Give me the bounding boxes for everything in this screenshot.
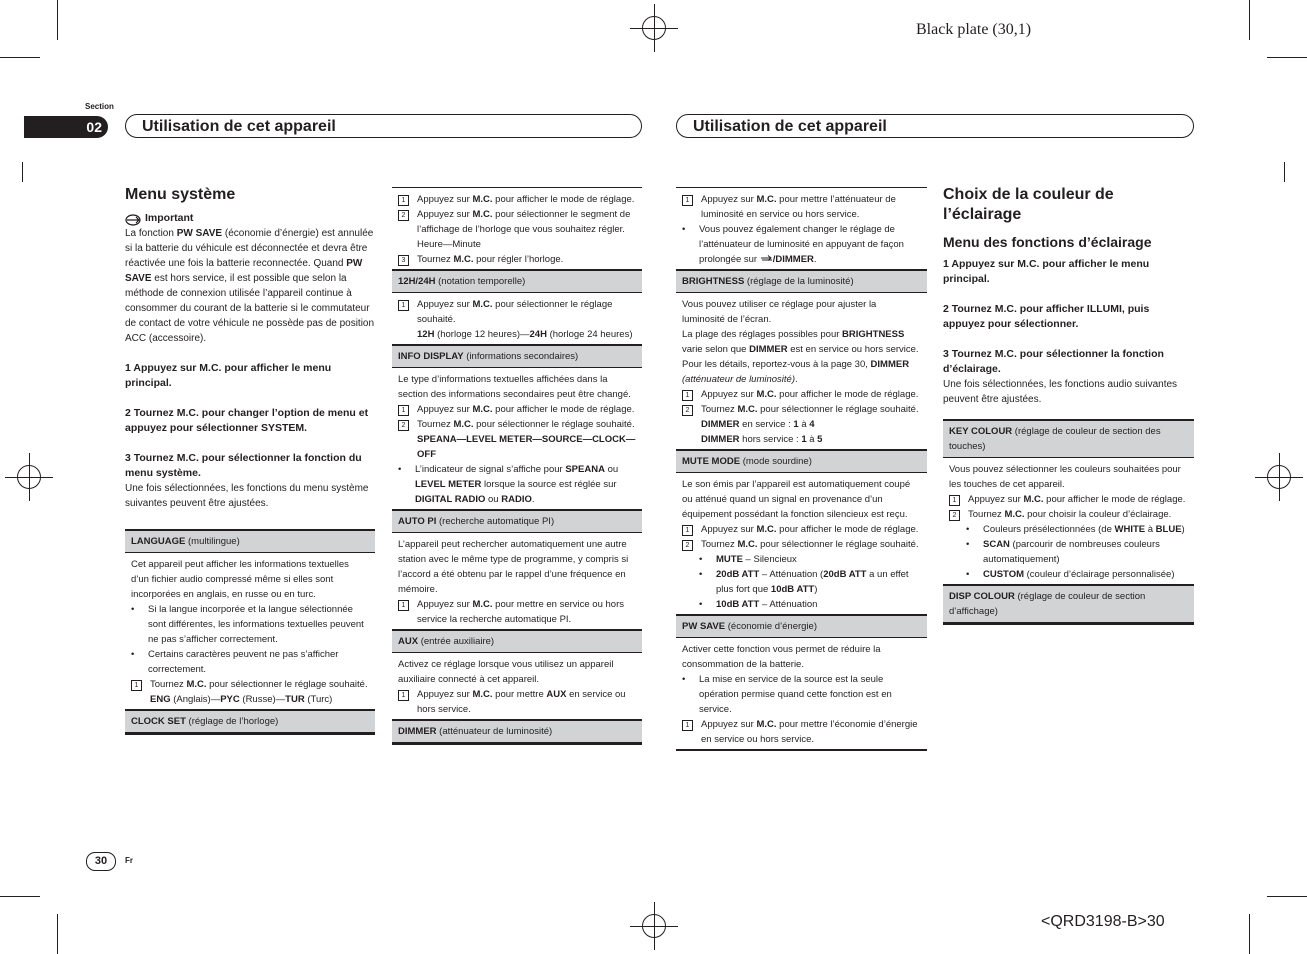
text: pour afficher le mode de réglage.	[776, 389, 919, 400]
text: – Silencieux	[742, 554, 797, 565]
text: Appuyez sur	[417, 689, 473, 700]
text: (Anglais)—	[170, 694, 221, 705]
text: Tournez	[417, 254, 454, 265]
important-label: Important	[145, 212, 194, 224]
text: M.C.	[472, 404, 493, 415]
text: ou	[485, 494, 502, 505]
crop-mark	[0, 896, 40, 897]
table-body-12h-24h	[392, 293, 642, 344]
crop-mark	[1284, 162, 1285, 182]
brightness-intro: Vous pouvez utiliser ce réglage pour ajuster la luminosité de l’écran.	[682, 299, 877, 325]
list-item: 1 Appuyez sur M.C. pour mettre l’économie d’énergie en service ou hors service.	[682, 717, 921, 747]
settings-table-continued-2	[676, 187, 927, 751]
text: pour mettre en service ou hors service la recherche automatique PI.	[417, 599, 624, 625]
text: pour afficher le mode de réglage.	[492, 404, 635, 415]
text: (parcourir de nombreuses couleurs automatiquement)	[983, 539, 1160, 565]
table-body-brightness	[676, 293, 927, 449]
text: M.C.	[472, 209, 493, 220]
text: 10dB ATT	[716, 599, 760, 610]
text: SPEANA—LEVEL METER—SOURCE—CLOCK—OFF	[417, 434, 636, 460]
text: pour mettre	[492, 689, 547, 700]
registration-mark-icon	[17, 465, 41, 489]
mute-intro: Le son émis par l’appareil est automatiquement coupé ou atténué quand un signal en provenance d’un équipement possédant la fonction silencieux est reçu.	[682, 479, 911, 520]
text: varie selon que	[682, 344, 750, 355]
table-body-language	[125, 553, 375, 709]
text: M.C.	[1023, 494, 1044, 505]
text: – Atténuation	[759, 599, 818, 610]
text: Appuyez sur	[701, 194, 757, 205]
text: )	[814, 584, 818, 595]
text: (horloge 12 heures)—	[434, 329, 530, 340]
table-head-aux	[392, 629, 642, 653]
text: ou	[604, 464, 619, 475]
heading-menu-systeme: Menu système	[125, 186, 236, 203]
table-body-key-colour	[943, 458, 1194, 584]
step-2: 2 Tournez M.C. pour changer l’option de menu et appuyez pour sélectionner SYSTEM.	[125, 407, 369, 434]
list-item: • L’indicateur de signal s’affiche pour SPEANA ou LEVEL METER lorsque la source est réglée sur DIGITAL RADIO ou RADIO.	[398, 464, 619, 505]
list-item: • CUSTOM (couleur d’éclairage personnalisée)	[966, 569, 1175, 580]
list-item: • La mise en service de la source est la seule opération permise quand cette fonction est en service.	[682, 672, 921, 717]
text: (informations secondaires)	[463, 351, 579, 362]
text: SPEANA	[565, 464, 605, 475]
text: CUSTOM	[983, 569, 1024, 580]
text: DIMMER	[398, 726, 437, 737]
text: pour sélectionner le réglage souhaité.	[206, 679, 368, 690]
text: 20dB ATT	[823, 569, 867, 580]
text: M.C.	[756, 194, 777, 205]
table-head-disp-colour	[943, 584, 1194, 623]
list-item: 1 Appuyez sur M.C. pour mettre l’atténuateur de luminosité en service ou hors service.	[682, 192, 921, 222]
text: DIMMER	[870, 359, 910, 370]
crop-mark	[1267, 57, 1307, 58]
section-header-right: Utilisation de cet appareil	[676, 114, 1194, 138]
crop-mark	[1249, 914, 1250, 954]
list-item: • SCAN (parcourir de nombreuses couleurs automatiquement)	[966, 539, 1160, 565]
table-head-mute-mode	[676, 449, 927, 473]
text: (atténuateur de luminosité)	[436, 726, 553, 737]
text: /DIMMER	[772, 254, 814, 265]
text: MUTE MODE	[682, 456, 741, 467]
text: pour sélectionner le réglage souhaité.	[757, 404, 919, 415]
text: AUX	[398, 636, 419, 647]
crop-mark	[57, 0, 58, 40]
text: CLOCK SET	[131, 716, 186, 727]
table-body-auto-pi	[392, 533, 642, 629]
text: (mode sourdine)	[740, 456, 812, 467]
text: Appuyez sur	[701, 389, 757, 400]
text: Tournez	[701, 539, 738, 550]
step-3: 3 Tournez M.C. pour sélectionner la fonction d’éclairage.	[943, 348, 1164, 375]
list-item: 1 Appuyez sur M.C. pour afficher le mode de réglage.	[398, 192, 636, 207]
text: DIMMER	[701, 419, 740, 430]
table-head-language	[125, 529, 375, 553]
info-intro: Le type d’informations textuelles affichées dans la section des informations secondaires peut être changé.	[398, 374, 631, 400]
table-body-aux	[392, 653, 642, 719]
text: L’indicateur de signal s’affiche pour	[415, 464, 566, 475]
text: PW SAVE	[176, 228, 223, 239]
important-note-header	[125, 211, 375, 226]
text: 5	[817, 434, 823, 445]
text: .	[795, 374, 798, 385]
text: BRIGHTNESS	[842, 329, 905, 340]
list-item: 2 Tournez M.C. pour sélectionner le réglage souhaité.	[682, 537, 921, 552]
text: M.C.	[453, 419, 474, 430]
text: .	[813, 254, 817, 265]
text: TUR	[285, 694, 305, 705]
text: RADIO	[501, 494, 532, 505]
list-item: 2 Tournez M.C. pour sélectionner le réglage souhaité. SPEANA—LEVEL METER—SOURCE—CLOCK—OFF	[398, 417, 636, 462]
text: M.C.	[756, 719, 777, 730]
crop-mark	[57, 914, 58, 954]
text: LEVEL METER	[415, 479, 482, 490]
auto-pi-intro: L’appareil peut rechercher automatiquement une autre station avec le même type de programme, y compris si l’accord a été obtenu par le rappel d’une fréquence en mémoire.	[398, 539, 629, 595]
text: Heure—Minute	[417, 239, 481, 250]
crop-mark	[1249, 0, 1250, 40]
text: pour mettre l’économie d’énergie en service ou hors service.	[701, 719, 918, 745]
text: (économie d’énergie)	[725, 621, 817, 632]
crop-mark	[1267, 896, 1307, 897]
registration-mark-icon	[1267, 465, 1291, 489]
text: (réglage de l’horloge)	[185, 716, 279, 727]
text: (Turc)	[304, 694, 333, 705]
column-1	[125, 185, 375, 735]
list-item: 3 Tournez M.C. pour régler l’horloge.	[398, 252, 636, 267]
text: Appuyez sur	[701, 524, 757, 535]
text: pour sélectionner le réglage souhaité.	[473, 419, 635, 430]
aux-intro: Activez ce réglage lorsque vous utilisez un appareil auxiliaire connecté à cet appareil.	[398, 659, 614, 685]
text: La mise en service de la source est la seule opération permise quand cette fonction est en service.	[699, 674, 892, 715]
list-item: 2 Tournez M.C. pour sélectionner le réglage souhaité. DIMMER en service : 1 à 4 DIMMER hors service : 1 à 5	[682, 402, 921, 447]
list-item: 1 Tournez M.C. pour sélectionner le réglage souhaité. ENG (Anglais)—PYC (Russe)—TUR (Turc)	[131, 677, 369, 707]
list-item: • 20dB ATT – Atténuation (20dB ATT a un effet plus fort que 10dB ATT)	[699, 569, 909, 595]
table-head-key-colour	[943, 419, 1194, 458]
table-body-dimmer	[676, 188, 927, 269]
list-item: 1 Appuyez sur M.C. pour mettre en service ou hors service la recherche automatique PI.	[398, 597, 636, 627]
text: Tournez	[150, 679, 187, 690]
text: DIMMER	[749, 344, 788, 355]
text: (couleur d’éclairage personnalisée)	[1024, 569, 1175, 580]
text: WHITE	[1114, 524, 1146, 535]
text: 12H/24H	[398, 276, 436, 287]
text: 10dB ATT	[770, 584, 815, 595]
text: à	[806, 434, 818, 445]
table-head-clock-set	[125, 709, 375, 733]
text: BRIGHTNESS	[682, 276, 745, 287]
text: PYC	[220, 694, 240, 705]
table-head-auto-pi	[392, 509, 642, 533]
text: pour afficher le mode de réglage.	[1043, 494, 1186, 505]
crop-mark	[0, 57, 40, 58]
text: pour sélectionner le réglage souhaité.	[757, 539, 919, 550]
text: BLUE	[1155, 524, 1182, 535]
text: en service :	[739, 419, 794, 430]
text: AUX	[546, 689, 567, 700]
text: en service ou hors service.	[417, 689, 626, 715]
list-item: • Couleurs présélectionnées (de WHITE à BLUE)	[966, 524, 1185, 535]
text: M.C.	[472, 194, 493, 205]
text: 4	[809, 419, 815, 430]
text: pour choisir la couleur d’éclairage.	[1024, 509, 1172, 520]
text: (économie d’énergie) est annulée si la batterie du véhicule est déconnectée et devra être réactivée une fois la batterie reconnectée. Quand	[125, 228, 374, 269]
text: a un effet plus fort que	[716, 569, 909, 595]
text: AUTO PI	[398, 516, 437, 527]
text: M.C.	[1004, 509, 1025, 520]
step-1: 1 Appuyez sur M.C. pour afficher le menu principal.	[125, 362, 332, 389]
text: M.C.	[737, 404, 758, 415]
text: La plage des réglages possibles pour	[682, 329, 843, 340]
text: (recherche automatique PI)	[436, 516, 555, 527]
text: hors service :	[739, 434, 802, 445]
text: Certains caractères peuvent ne pas s’afficher correctement.	[148, 649, 339, 675]
list-item: 1 Appuyez sur M.C. pour mettre AUX en service ou hors service.	[398, 687, 636, 717]
important-icon	[125, 214, 139, 224]
text: à	[798, 419, 810, 430]
text: pour afficher le mode de réglage.	[776, 524, 919, 535]
table-head-brightness	[676, 269, 927, 293]
column-3	[676, 187, 927, 751]
text: Vous pouvez également changer le réglage de l’atténuateur de luminosité en appuyant de façon prolongée sur	[699, 224, 904, 265]
text: M.C.	[453, 254, 474, 265]
text: M.C.	[186, 679, 207, 690]
table-head-12h-24h	[392, 269, 642, 293]
settings-table-language	[125, 529, 375, 735]
text: INFO DISPLAY	[398, 351, 464, 362]
text: DIGITAL RADIO	[415, 494, 486, 505]
text: .	[531, 494, 535, 505]
section-number-tab	[24, 116, 108, 138]
list-item: • MUTE – Silencieux	[699, 554, 797, 565]
text: à	[1145, 524, 1156, 535]
text: 20dB ATT	[716, 569, 760, 580]
list-item: • Si la langue incorporée et la langue sélectionnée sont différentes, les informations textuelles peuvent ne pas s’afficher correctement.	[131, 602, 369, 647]
text: 24H	[529, 329, 547, 340]
source-button-icon	[760, 254, 773, 265]
text: M.C.	[472, 689, 493, 700]
section-label: Section	[85, 102, 114, 111]
text: PW SAVE	[682, 621, 726, 632]
text: (atténuateur de luminosité)	[682, 374, 796, 385]
text: DIMMER	[701, 434, 740, 445]
column-2	[392, 187, 642, 745]
list-item: • Vous pouvez également changer le réglage de l’atténuateur de luminosité en appuyant de façon prolongée sur /DIMMER.	[682, 224, 904, 265]
text: Tournez	[701, 404, 738, 415]
text: (multilingue)	[185, 536, 240, 547]
text: M.C.	[472, 599, 493, 610]
brightness-range-text	[682, 327, 921, 387]
text: Couleurs présélectionnées (de	[983, 524, 1115, 535]
table-body-mute-mode	[676, 473, 927, 614]
text: 12H	[417, 329, 435, 340]
list-item: 1 Appuyez sur M.C. pour afficher le mode de réglage.	[398, 402, 636, 417]
text: )	[1181, 524, 1185, 535]
text: Tournez	[417, 419, 454, 430]
table-body-clock	[392, 188, 642, 269]
table-head-pw-save	[676, 614, 927, 638]
text: (réglage de couleur de section d’affichage)	[949, 591, 1146, 617]
table-head-dimmer	[392, 719, 642, 743]
text: M.C.	[756, 524, 777, 535]
settings-table-illumi	[943, 419, 1194, 625]
text: SCAN	[983, 539, 1010, 550]
text: pour régler l’horloge.	[473, 254, 564, 265]
text: KEY COLOUR	[949, 426, 1013, 437]
text: Appuyez sur	[417, 194, 473, 205]
text: MUTE	[716, 554, 743, 565]
text: – Atténuation (	[759, 569, 824, 580]
list-item: • Certains caractères peuvent ne pas s’afficher correctement.	[131, 647, 369, 677]
important-text	[125, 226, 375, 346]
text: M.C.	[472, 299, 493, 310]
page-number: 30	[86, 852, 116, 871]
text: pour mettre l’atténuateur de luminosité en service ou hors service.	[701, 194, 896, 220]
text: pour afficher le mode de réglage.	[492, 194, 635, 205]
language-code: Fr	[125, 856, 133, 865]
text: pour sélectionner le réglage souhaité.	[417, 299, 613, 325]
text: (entrée auxiliaire)	[418, 636, 495, 647]
step-1: 1 Appuyez sur M.C. pour afficher le menu principal.	[943, 258, 1150, 285]
list-item: 1 Appuyez sur M.C. pour afficher le mode de réglage.	[949, 492, 1188, 507]
registration-mark-icon	[642, 914, 666, 938]
text: LANGUAGE	[131, 536, 186, 547]
text: Appuyez sur	[417, 599, 473, 610]
text: (horloge 24 heures)	[546, 329, 633, 340]
text: (réglage de couleur de section des touches)	[949, 426, 1161, 452]
table-body-pw-save	[676, 638, 927, 749]
list-item: 2 Appuyez sur M.C. pour sélectionner le segment de l’affichage de l’horloge que vous souhaitez régler. Heure—Minute	[398, 207, 636, 252]
step-3-text: Une fois sélectionnées, les fonctions audio suivantes peuvent être ajustées.	[943, 379, 1178, 405]
section-number: 02	[86, 119, 102, 135]
list-item: 1 Appuyez sur M.C. pour afficher le mode de réglage.	[682, 522, 921, 537]
text: (réglage de la luminosité)	[744, 276, 854, 287]
text: Appuyez sur	[417, 404, 473, 415]
key-colour-intro: Vous pouvez sélectionner les couleurs souhaitées pour les touches de cet appareil.	[949, 464, 1181, 490]
text: (notation temporelle)	[435, 276, 526, 287]
settings-table-continued	[392, 187, 642, 745]
registration-mark-icon	[642, 16, 666, 40]
text: M.C.	[756, 389, 777, 400]
subheading-menu-eclairage: Menu des fonctions d’éclairage	[943, 234, 1152, 250]
crop-mark	[22, 162, 23, 182]
step-3: 3 Tournez M.C. pour sélectionner la fonction du menu système.	[125, 452, 362, 479]
step-3-text: Une fois sélectionnées, les fonctions du menu système suivantes peuvent être ajustées.	[125, 483, 369, 509]
text: 1	[793, 419, 799, 430]
text: La fonction	[125, 228, 177, 239]
column-4	[943, 185, 1194, 625]
text: Appuyez sur	[968, 494, 1024, 505]
text: Appuyez sur	[701, 719, 757, 730]
text: ENG	[150, 694, 171, 705]
text: M.C.	[737, 539, 758, 550]
language-intro: Cet appareil peut afficher les informations textuelles d’un fichier audio compressé même si elles sont incorporées en anglais, en russe ou en turc.	[131, 559, 349, 600]
text: PW SAVE	[125, 258, 363, 284]
pw-save-intro: Activer cette fonction vous permet de réduire la consommation de la batterie.	[682, 644, 881, 670]
section-header-left: Utilisation de cet appareil	[125, 114, 642, 138]
list-item: 2 Tournez M.C. pour choisir la couleur d’éclairage.	[949, 507, 1188, 522]
heading-couleur-eclairage: Choix de la couleur de l’éclairage	[943, 186, 1114, 223]
text: Tournez	[968, 509, 1005, 520]
text: pour sélectionner le segment de l’affichage de l’horloge que vous souhaitez régler.	[417, 209, 631, 235]
text: Appuyez sur	[417, 299, 473, 310]
table-body-info-display	[392, 368, 642, 509]
list-item: • 10dB ATT – Atténuation	[699, 599, 818, 610]
plate-label: Black plate (30,1)	[916, 21, 1032, 38]
list-item: 1 Appuyez sur M.C. pour sélectionner le réglage souhaité. 12H (horloge 12 heures)—24H (horloge 24 heures)	[398, 297, 636, 342]
table-head-info-display	[392, 344, 642, 368]
text: (Russe)—	[239, 694, 286, 705]
step-2: 2 Tournez M.C. pour afficher ILLUMI, puis appuyez pour sélectionner.	[943, 303, 1150, 330]
list-item: 1 Appuyez sur M.C. pour afficher le mode de réglage.	[682, 387, 921, 402]
text: est en service ou hors service. Pour les détails, reportez-vous à la page 30,	[682, 344, 919, 370]
text: Appuyez sur	[417, 209, 473, 220]
text: DISP COLOUR	[949, 591, 1015, 602]
text: 1	[801, 434, 807, 445]
text: Si la langue incorporée et la langue sélectionnée sont différentes, les informations textuelles peuvent ne pas s’afficher correctement.	[148, 604, 364, 645]
text: est hors service, il est possible que selon la méthode de connexion utilisée l’appareil continue à consommer du courant de la batterie si le commutateur de contact de votre véhicule ne possède pas de position ACC (accessoire).	[125, 273, 375, 344]
text: lorsque la source est réglée sur	[481, 479, 617, 490]
job-code: <QRD3198-B>30	[1041, 913, 1165, 930]
